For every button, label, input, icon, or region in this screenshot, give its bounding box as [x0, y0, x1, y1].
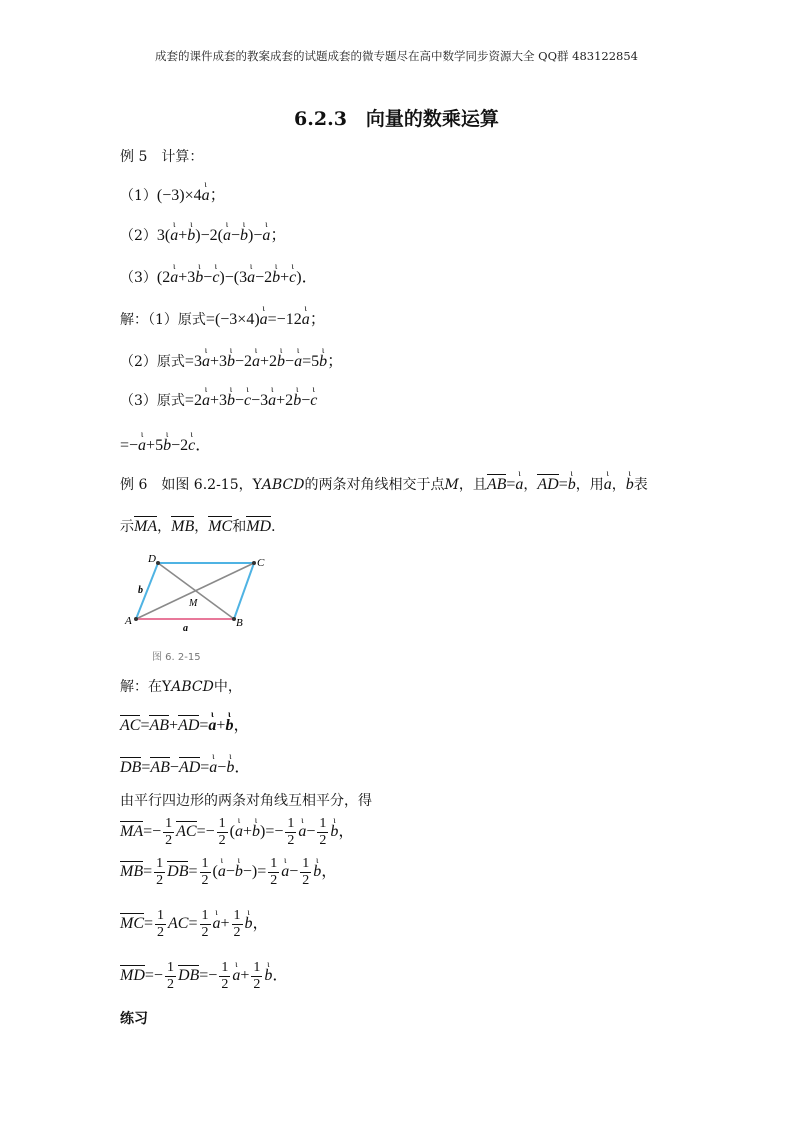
solution-6-md: MD=− $\frac{1}{2}$ DB=− $\frac{1}{2}$ ι a+ $\frac{1}{2}$ ι b．: [120, 960, 288, 993]
label-d: D: [148, 553, 156, 565]
page-header: 成套的课件成套的教案成套的试题成套的微专题尽在高中数学同步资源大全 QQ群 483122854: [154, 49, 638, 63]
label-side-b: b: [138, 585, 143, 596]
solution-6-db: DB=AB−AD=ι a−ι b．: [120, 754, 250, 777]
solution-5-line-3: （3）原式=2ι a+3ι b−ι c−3ι a+2ι b−ι c: [120, 390, 317, 410]
label-side-a: a: [183, 623, 188, 634]
point-d: [156, 561, 160, 565]
example-6-line-1: 例 6 如图 6.2-15，YABCD的两条对角线相交于点M，且AB=ι a，AD=ι b，用ι a，ι b表: [120, 474, 648, 494]
solution-6-ac: AC=AB+AD=ι a+ι b，: [120, 712, 249, 735]
solution-6-mc: MC= $\frac{1}{2}$ AC= $\frac{1}{2}$ ι a+ $\frac{1}{2}$ ι b，: [120, 908, 269, 941]
example-5-item-2: （2）3(ι a+ι b)−2(ι a−ι b)−ι a；: [120, 222, 286, 245]
diagonal-db: [158, 563, 234, 619]
label-m: M: [189, 598, 198, 609]
point-c: [252, 561, 256, 565]
example-5-item-3: （3）(2ι a+3ι b−ι c)−(3ι a−2ι b+ι c)．: [120, 264, 318, 287]
example-5-item-1: （1）(−3)×4ι a；: [120, 182, 226, 205]
solution-6-note: 由平行四边形的两条对角线互相平分，得: [120, 793, 372, 809]
parallelogram-figure: [124, 548, 274, 672]
practice-heading: 练习: [120, 1011, 148, 1027]
solution-5-line-2: （2）原式=3ι a+3ι b−2ι a+2ι b−ι a=5ι b；: [120, 348, 343, 371]
solution-5-line-4: =−ι a+5ι b−2ι c．: [120, 432, 211, 455]
label-c: C: [257, 557, 265, 569]
example-5-label: 例 5 计算：: [120, 149, 204, 165]
example-6-line-2: 示MA，MB，MC和MD．: [120, 518, 286, 535]
solution-6-mb: MB= $\frac{1}{2}$ DB= $\frac{1}{2}$ (ι a−ι b−)= $\frac{1}{2}$ ι a− $\frac{1}{2}$ ι b，: [120, 856, 337, 889]
section-title: 6.2.3 向量的数乘运算: [294, 108, 499, 130]
solution-6-ma: MA=− $\frac{1}{2}$ AC=− $\frac{1}{2}$ (ι a+ι b)=− $\frac{1}{2}$ ι a− $\frac{1}{2}$ ι b，: [120, 816, 354, 849]
label-a: A: [125, 615, 132, 627]
label-b: B: [236, 617, 243, 629]
parallelogram-diagram: [124, 548, 274, 668]
solution-5-line-1: 解：（1）原式=(−3×4)ι a=−12ι a；: [120, 306, 326, 329]
point-a: [134, 617, 138, 621]
figure-caption: 图 6. 2-15: [152, 652, 201, 663]
solution-6-intro: 解：在YABCD中，: [120, 679, 242, 695]
